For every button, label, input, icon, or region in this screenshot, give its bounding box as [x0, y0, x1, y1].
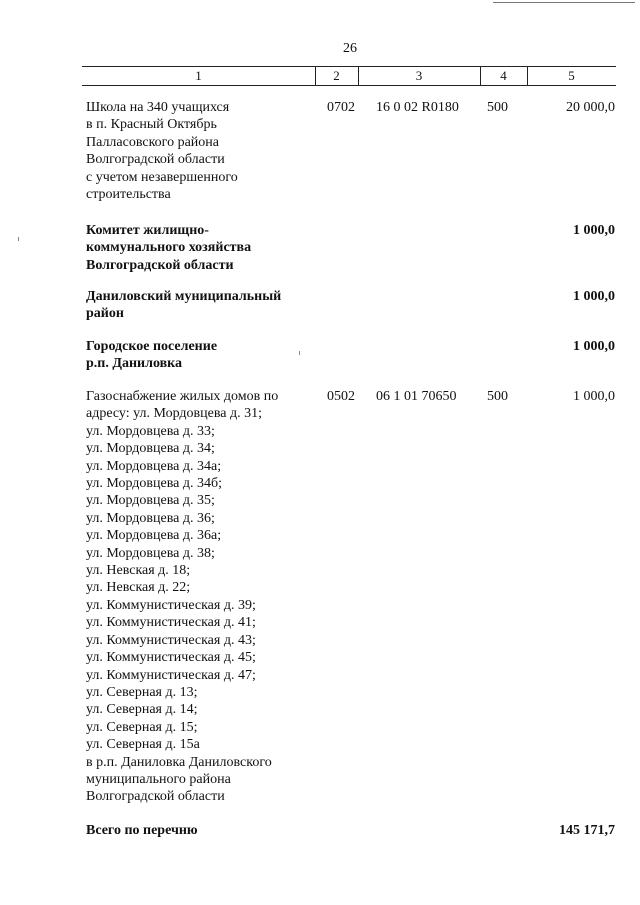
amount: 1 000,0	[573, 339, 615, 354]
description-line: ул. Мордовцева д. 38;	[86, 545, 215, 561]
amount: 1 000,0	[573, 223, 615, 238]
description-line: ул. Мордовцева д. 33;	[86, 423, 215, 439]
description-line: ул. Невская д. 18;	[86, 563, 191, 579]
target-code: 06 1 01 70650	[376, 389, 457, 404]
description-line: ул. Невская д. 22;	[86, 580, 191, 596]
description-line: муниципального района	[86, 771, 231, 787]
description-line: Даниловский муниципальный	[86, 289, 282, 304]
header-col-3: 3	[415, 68, 423, 83]
description-line: с учетом незавершенного	[86, 169, 238, 185]
amount: 20 000,0	[566, 100, 615, 115]
page-number: 26	[343, 41, 357, 56]
row-description	[86, 388, 311, 806]
description-line: ул. Северная д. 15а	[86, 737, 200, 753]
description-line: Школа на 340 учащихся	[86, 100, 230, 115]
header-col-1: 1	[195, 68, 202, 83]
description-line: ул. Северная д. 14;	[86, 702, 198, 718]
description-line: ул. Коммунистическая д. 41;	[86, 615, 256, 631]
description-line: ул. Коммунистическая д. 45;	[86, 650, 256, 666]
description-line: коммунального хозяйства	[86, 240, 252, 256]
description-line: ул. Мордовцева д. 34;	[86, 441, 215, 457]
top-right-rule	[493, 2, 635, 3]
scan-mark	[299, 351, 300, 355]
description-line: ул. Мордовцева д. 35;	[86, 493, 215, 509]
description-line: Волгоградской области	[86, 257, 234, 273]
expense-type: 500	[487, 100, 508, 115]
header-col-2: 2	[333, 68, 340, 83]
description-line: ул. Мордовцева д. 36;	[86, 510, 215, 526]
description-line: ул. Коммунистическая д. 43;	[86, 632, 256, 648]
description-line: адресу: ул. Мордовцева д. 31;	[86, 406, 263, 422]
row-description	[86, 222, 311, 274]
total-amount: 145 171,7	[559, 823, 615, 838]
amount: 1 000,0	[573, 389, 615, 404]
description-line: Городское поселение	[86, 339, 218, 354]
description-line: р.п. Даниловка	[86, 356, 183, 372]
description-line: ул. Северная д. 15;	[86, 719, 198, 735]
scan-mark	[18, 237, 19, 241]
description-line: Газоснабжение жилых домов по	[86, 389, 279, 404]
description-line: ул. Мордовцева д. 34б;	[86, 476, 223, 492]
row-description	[86, 288, 311, 323]
description-line: ул. Северная д. 13;	[86, 684, 198, 700]
description-line: строительства	[86, 187, 171, 203]
header-col-5: 5	[568, 68, 575, 83]
description-line: район	[86, 306, 124, 322]
row-description	[86, 338, 311, 373]
description-line: в п. Красный Октябрь	[86, 117, 217, 133]
description-line: Волгоградской области	[86, 789, 225, 805]
description-line: ул. Мордовцева д. 36а;	[86, 528, 222, 544]
expense-type: 500	[487, 389, 508, 404]
description-line: ул. Коммунистическая д. 47;	[86, 667, 256, 683]
header-col-4: 4	[500, 68, 507, 83]
section-code: 0702	[327, 100, 355, 115]
description-line: ул. Мордовцева д. 34а;	[86, 458, 222, 474]
description-line: Палласовского района	[86, 134, 219, 150]
description-line: Комитет жилищно-	[86, 223, 209, 238]
target-code: 16 0 02 R0180	[376, 100, 459, 115]
description-line: в р.п. Даниловка Даниловского	[86, 754, 272, 770]
section-code: 0502	[327, 389, 355, 404]
amount: 1 000,0	[573, 289, 615, 304]
description-line: ул. Коммунистическая д. 39;	[86, 597, 256, 613]
description-line: Волгоградской области	[86, 152, 225, 168]
row-description	[86, 99, 311, 203]
total-label: Всего по перечню	[86, 823, 198, 838]
table-header	[82, 66, 616, 86]
